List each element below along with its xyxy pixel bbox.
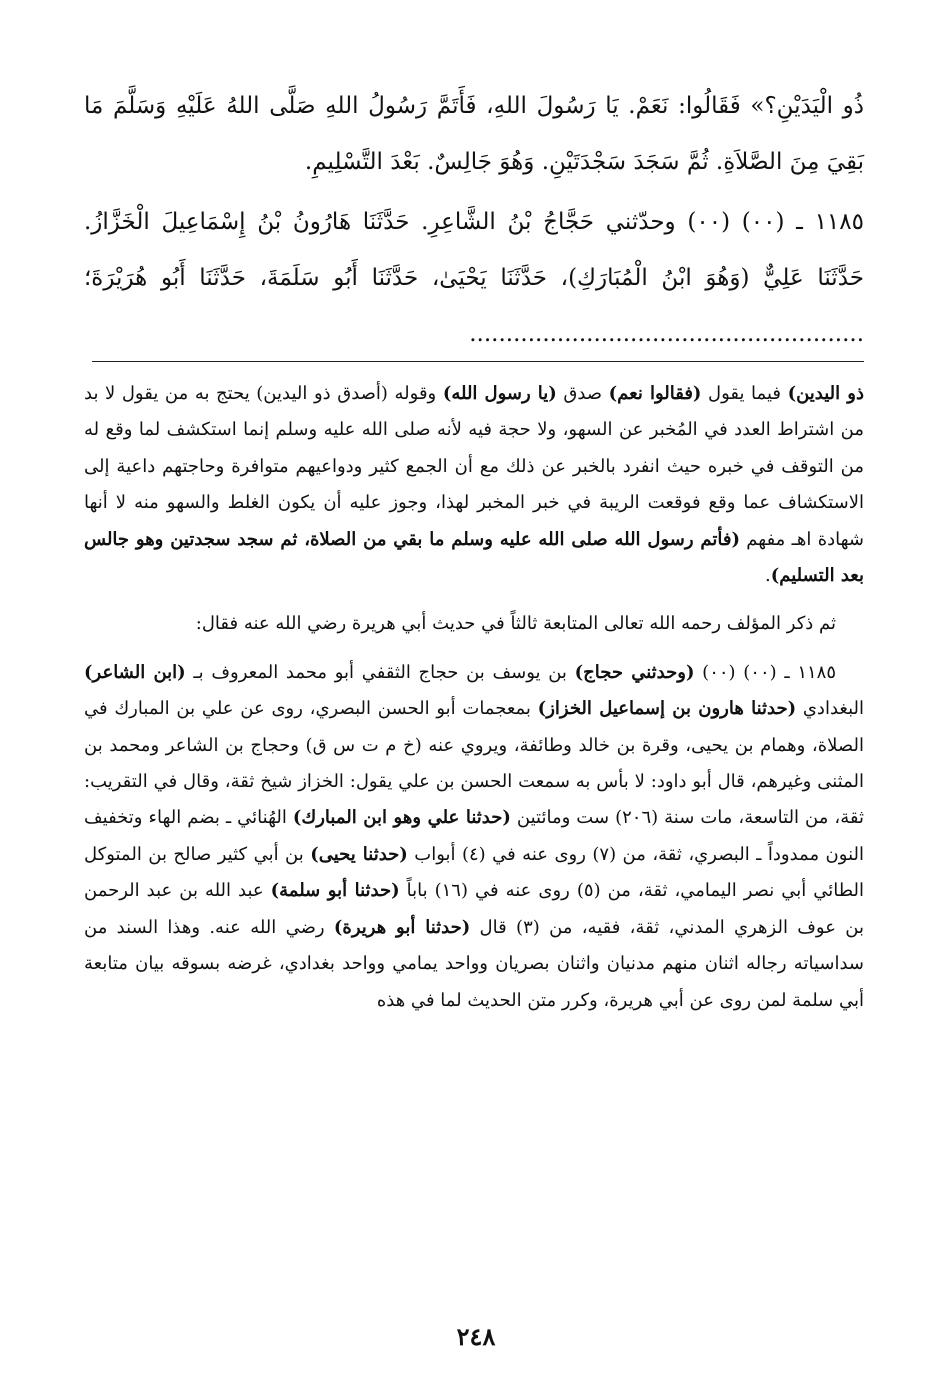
bold-quote-segment: (حدثنا يحيى) — [310, 843, 408, 865]
text-segment: صدق — [556, 383, 609, 404]
bold-quote-segment: (حدثنا علي وهو ابن المبارك) — [292, 807, 511, 829]
hadith-text-block — [84, 78, 864, 362]
bold-quote-segment: (فأتم رسول الله صلى الله عليه وسلم ما بقي من الصلاة، ثم سجد سجدتين وهو جالس بعد التسليم) — [84, 528, 864, 587]
hadith-isnad-text: ١١٨٥ ـ (٠٠) (٠٠) وحدّثني حَجَّاجُ بْنُ الشَّاعِرِ. حَدَّثَنَا هَارُونُ بْنُ إِسْمَاعِيلَ الْخَزَّازُ. حَدَّثَنَا عَلِيٌّ (وَهُوَ ابْنُ الْمُبَارَكِ)، حَدَّثَنَا يَحْيَىٰ، حَدَّثَنَا أَبُو سَلَمَةَ، حَدَّثَنَا أَبُو هُرَيْرَةَ؛ — [84, 209, 864, 291]
bold-quote-segment: (وحدثني حجاج) — [574, 661, 695, 683]
commentary-paragraph-2: ثم ذكر المؤلف رحمه الله تعالى المتابعة ثالثاً في حديث أبي هريرة رضي الله عنه فقال: — [195, 613, 836, 635]
text-segment: بن أبي كثير صالح بن المتوكل الطائي أبي نصر اليمامي، ثقة، من (٥) روى عنه في (١٦) باباً — [84, 843, 864, 902]
text-segment: الهُنائي ـ بضم الهاء وتخفيف النون ممدوداً ـ البصري، ثقة، من (٧) روى عنه في (٤) أبواب — [84, 807, 864, 865]
bold-quote-segment: (يا رسول الله) — [442, 383, 557, 404]
text-segment: بمعجمات أبو الحسن البصري، روى عن علي بن المبارك في الصلاة، وهمام بن يحيى، وقرة بن خالد وطائفة، ويروي عنه (خ م ت س ق) وحجاج بن الشاعر ومحمد بن المثنى وغيرهم، قال أبو داود: لا بأس به سمعت الحسن بن علي يقول: الخزاز شيخ ثقة، وقال في التقريب: ثقة، من التاسعة، مات سنة (٢٠٦) ست ومائتين — [84, 698, 864, 829]
text-segment: وقوله (أصدق ذو اليدين) يحتج به من يقول لا بد من اشتراط العدد في المُخبر عن السهو، ولا حجة فيه لأنه صلى الله عليه وسلم إنما استكشف لما وقع له من التوقف في خبره حيث انفرد بالخبر عن ذلك مع أن الجمع كثير ودواعيهم متوافرة وحاجتهم داعية إلى الاستكشاف عما وقع فوقعت الريبة في خبر المخبر لهذا، وجوز عليه أن يكون الغلط والسهو منه لا أنها شهادة اهـ مفهم — [84, 383, 865, 550]
hadith-paragraph-1: ذُو الْيَدَيْنِ؟» فَقَالُوا: نَعَمْ. يَا رَسُولَ اللهِ، فَأَتَمَّ رَسُولُ اللهِ صَلَّى اللهُ عَلَيْهِ وَسَلَّمَ مَا بَقِيَ مِنَ الصَّلاَةِ. ثُمَّ سَجَدَ سَجْدَتَيْنِ. وَهُوَ جَالِسٌ. بَعْدَ التَّسْلِيمِ. — [84, 93, 864, 175]
bold-quote-segment: (حدثنا هارون بن إسماعيل الخزاز) — [537, 698, 797, 720]
bold-quote-segment: (فقالوا نعم) — [608, 383, 702, 404]
bold-quote-segment: (حدثنا أبو هريرة) — [333, 916, 471, 938]
text-segment: . — [764, 565, 771, 587]
text-segment: فيما يقول — [701, 383, 788, 404]
commentary-paragraph-3 — [84, 655, 864, 1019]
commentary-block — [84, 376, 864, 1019]
text-segment: بن يوسف بن حجاج الثقفي أبو محمد المعروف بـ — [185, 661, 575, 683]
bold-quote-segment: (حدثنا أبو سلمة) — [270, 880, 400, 902]
text-segment: ١١٨٥ ـ (٠٠) (٠٠) — [694, 661, 836, 683]
hadith-paragraph-2 — [84, 194, 864, 362]
continuation-dots: ...................................................... — [469, 321, 864, 347]
page-number: ٢٤٨ — [456, 1322, 496, 1351]
text-segment: عبد الله بن عبد الرحمن بن عوف الزهري المدني، ثقة، فقيه، من (٣) قال — [84, 880, 864, 938]
bold-quote-segment: ذو اليدين) — [787, 383, 864, 404]
commentary-paragraph-1 — [84, 376, 864, 594]
bold-quote-segment: (ابن الشاعر) — [84, 661, 186, 683]
footnote-divider — [92, 361, 864, 362]
text-segment: البغدادي — [796, 698, 864, 720]
text-segment: رضي الله عنه. وهذا السند من سداسياته رجاله اثنان منهم مدنيان واثنان بصريان وواحد يمامي وواحد بغدادي، غرضه بسوقه بيان متابعة أبي سلمة لمن روى عن أبي هريرة، وكرر متن الحديث لما في هذه — [84, 916, 864, 1011]
